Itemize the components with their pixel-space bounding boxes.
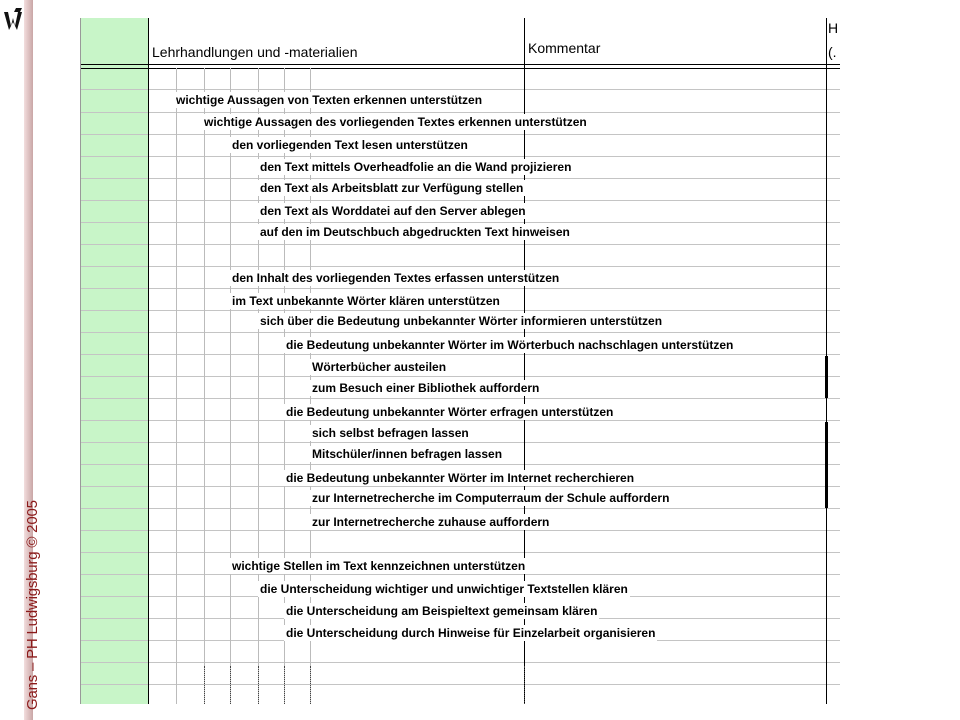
grid-line bbox=[80, 574, 840, 575]
header-col3-top: H bbox=[828, 20, 839, 36]
grid-line bbox=[80, 332, 840, 333]
grid-line bbox=[80, 398, 840, 399]
column-divider bbox=[148, 18, 149, 704]
ph-logo-icon bbox=[2, 6, 24, 34]
grid-line bbox=[80, 662, 840, 663]
grid-line bbox=[80, 376, 840, 377]
row-item: auf den im Deutschbuch abgedruckten Text hinweisen bbox=[260, 225, 570, 239]
header-bottom-line-2 bbox=[80, 68, 840, 69]
spreadsheet-area bbox=[80, 18, 840, 704]
row-item: die Bedeutung unbekannter Wörter erfragen unterstützen bbox=[286, 405, 614, 419]
sub-column-line bbox=[176, 68, 177, 704]
row-item: wichtige Aussagen des vorliegenden Textes erkennen unterstützen bbox=[204, 115, 587, 129]
dotted-line bbox=[310, 666, 311, 704]
grid-line bbox=[80, 464, 840, 465]
copyright-vertical-text: Gans – PH Ludwigsburg © 2005 bbox=[24, 500, 41, 710]
row-item: den vorliegenden Text lesen unterstützen bbox=[232, 138, 468, 152]
grid-line bbox=[80, 89, 840, 90]
grid-line bbox=[80, 112, 840, 113]
grid-line bbox=[80, 266, 840, 267]
grid-line bbox=[80, 442, 840, 443]
row-item: die Unterscheidung wichtiger und unwichtiger Textstellen klären bbox=[260, 582, 628, 596]
grid-line bbox=[80, 530, 840, 531]
grid-line bbox=[80, 684, 840, 685]
grid-line bbox=[80, 420, 840, 421]
grid-line bbox=[80, 310, 840, 311]
row-item: zur Internetrecherche zuhause auffordern bbox=[312, 515, 550, 529]
column-divider bbox=[80, 18, 81, 704]
grid-line bbox=[80, 134, 840, 135]
grid-line bbox=[80, 354, 840, 355]
header-lehrhandlungen: Lehrhandlungen und -materialien bbox=[152, 44, 358, 60]
sidebar-strip bbox=[0, 0, 41, 720]
header-bottom-line bbox=[80, 64, 840, 65]
green-column bbox=[80, 18, 148, 704]
row-item: sich selbst befragen lassen bbox=[312, 426, 469, 440]
dotted-line bbox=[204, 666, 205, 704]
header-col3-bottom: (. bbox=[828, 44, 837, 60]
sub-column-line bbox=[230, 68, 231, 704]
grid-line bbox=[80, 486, 840, 487]
grid-line bbox=[80, 552, 840, 553]
row-item: die Bedeutung unbekannter Wörter im Wörterbuch nachschlagen unterstützen bbox=[286, 338, 734, 352]
row-item: die Unterscheidung durch Hinweise für Einzelarbeit organisieren bbox=[286, 626, 656, 640]
grid-line bbox=[80, 244, 840, 245]
grid-line bbox=[80, 156, 840, 157]
grid-line bbox=[80, 222, 840, 223]
sub-column-line bbox=[204, 68, 205, 704]
row-item: die Unterscheidung am Beispieltext gemeinsam klären bbox=[286, 604, 598, 618]
dotted-line bbox=[284, 666, 285, 704]
right-edge-bar bbox=[825, 422, 828, 508]
row-item: Wörterbücher austeilen bbox=[312, 360, 447, 374]
dotted-line bbox=[230, 666, 231, 704]
row-item: zum Besuch einer Bibliothek auffordern bbox=[312, 381, 540, 395]
row-item: wichtige Stellen im Text kennzeichnen unterstützen bbox=[232, 559, 526, 573]
dotted-line bbox=[258, 666, 259, 704]
row-item: wichtige Aussagen von Texten erkennen unterstützen bbox=[176, 93, 483, 107]
grid-line bbox=[80, 508, 840, 509]
row-item: sich über die Bedeutung unbekannter Wörter informieren unterstützen bbox=[260, 314, 663, 328]
grid-line bbox=[80, 178, 840, 179]
row-item: die Bedeutung unbekannter Wörter im Internet recherchieren bbox=[286, 471, 635, 485]
grid-line bbox=[80, 288, 840, 289]
row-item: den Text als Worddatei auf den Server ablegen bbox=[260, 204, 526, 218]
grid-line bbox=[80, 200, 840, 201]
header-kommentar: Kommentar bbox=[528, 40, 601, 56]
row-item: den Text als Arbeitsblatt zur Verfügung stellen bbox=[260, 181, 524, 195]
row-item: zur Internetrecherche im Computerraum der Schule auffordern bbox=[312, 491, 670, 505]
row-item: den Inhalt des vorliegenden Textes erfassen unterstützen bbox=[232, 271, 560, 285]
row-item: Mitschüler/innen befragen lassen bbox=[312, 447, 503, 461]
dotted-line bbox=[524, 666, 525, 704]
row-item: im Text unbekannte Wörter klären unterstützen bbox=[232, 294, 500, 308]
right-edge-bar bbox=[825, 356, 828, 398]
row-item: den Text mittels Overheadfolie an die Wand projizieren bbox=[260, 160, 572, 174]
